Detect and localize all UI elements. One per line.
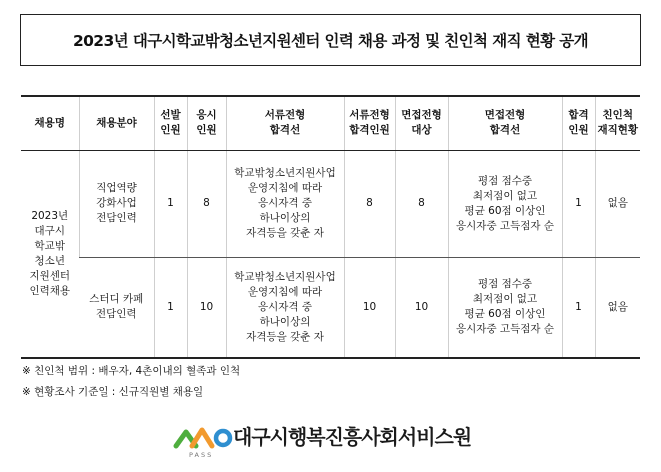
header-relatives: 친인척 재직현황 bbox=[595, 96, 640, 150]
interview-targets-cell: 10 bbox=[395, 257, 448, 358]
relatives-cell: 없음 bbox=[595, 257, 640, 358]
applicants-cell: 8 bbox=[187, 150, 226, 257]
selected-cell: 1 bbox=[154, 257, 187, 358]
selected-cell: 1 bbox=[154, 150, 187, 257]
table-row bbox=[21, 150, 640, 257]
header-selected: 선발 인원 bbox=[154, 96, 187, 150]
header-doc-passed: 서류전형 합격인원 bbox=[344, 96, 395, 150]
note-survey-date: ※ 현황조사 기준일 : 신규직원별 채용일 bbox=[22, 386, 204, 398]
doc-passed-cell: 10 bbox=[344, 257, 395, 358]
relatives-cell: 없음 bbox=[595, 150, 640, 257]
header-applicants: 응시 인원 bbox=[187, 96, 226, 150]
header-field: 채용분야 bbox=[79, 96, 154, 150]
field-cell: 직업역량 강화사업 전담인력 bbox=[79, 150, 154, 257]
final-passed-cell: 1 bbox=[562, 257, 595, 358]
doc-cutoff-cell: 학교밖청소년지원사업 운영지침에 따라 응시자격 중 하나이상의 자격등을 갖춘 자 bbox=[226, 150, 344, 257]
logo-tagline: PASS bbox=[189, 451, 214, 459]
recruitment-name-cell: 2023년 대구시 학교밖 청소년 지원센터 인력채용 bbox=[21, 150, 79, 358]
header-row bbox=[21, 96, 640, 150]
final-passed-cell: 1 bbox=[562, 150, 595, 257]
interview-targets-cell: 8 bbox=[395, 150, 448, 257]
doc-cutoff-cell: 학교밖청소년지원사업 운영지침에 따라 응시자격 중 하나이상의 자격등을 갖춘 자 bbox=[226, 257, 344, 358]
table-row bbox=[21, 257, 640, 358]
notes bbox=[22, 361, 240, 403]
doc-passed-cell: 8 bbox=[344, 150, 395, 257]
interview-cutoff-cell: 평점 점수중 최저점이 없고 평균 60점 이상인 응시자중 고득점자 순 bbox=[448, 257, 562, 358]
logo-circle-blue bbox=[216, 431, 230, 445]
title-box bbox=[20, 14, 641, 66]
recruitment-table bbox=[21, 95, 640, 359]
field-cell: 스터디 카페 전담인력 bbox=[79, 257, 154, 358]
header-doc-cutoff: 서류전형 합격선 bbox=[226, 96, 344, 150]
header-interview-cutoff: 면접전형 합격선 bbox=[448, 96, 562, 150]
interview-cutoff-cell: 평점 점수중 최저점이 없고 평균 60점 이상인 응시자중 고득점자 순 bbox=[448, 150, 562, 257]
applicants-cell: 10 bbox=[187, 257, 226, 358]
logo-chevron-orange bbox=[192, 430, 212, 446]
header-final-passed: 합격 인원 bbox=[562, 96, 595, 150]
header-interview-targets: 면접전형 대상 bbox=[395, 96, 448, 150]
header-recruitment-name: 채용명 bbox=[21, 96, 79, 150]
document-title: 2023년 대구시학교밖청소년지원센터 인력 채용 과정 및 친인척 재직 현황 공개 bbox=[72, 32, 589, 50]
org-name: 대구시행복진흥사회서비스원 bbox=[233, 425, 472, 449]
note-relatives-scope: ※ 친인척 범위 : 배우자, 4촌이내의 혈족과 인척 bbox=[22, 365, 241, 377]
